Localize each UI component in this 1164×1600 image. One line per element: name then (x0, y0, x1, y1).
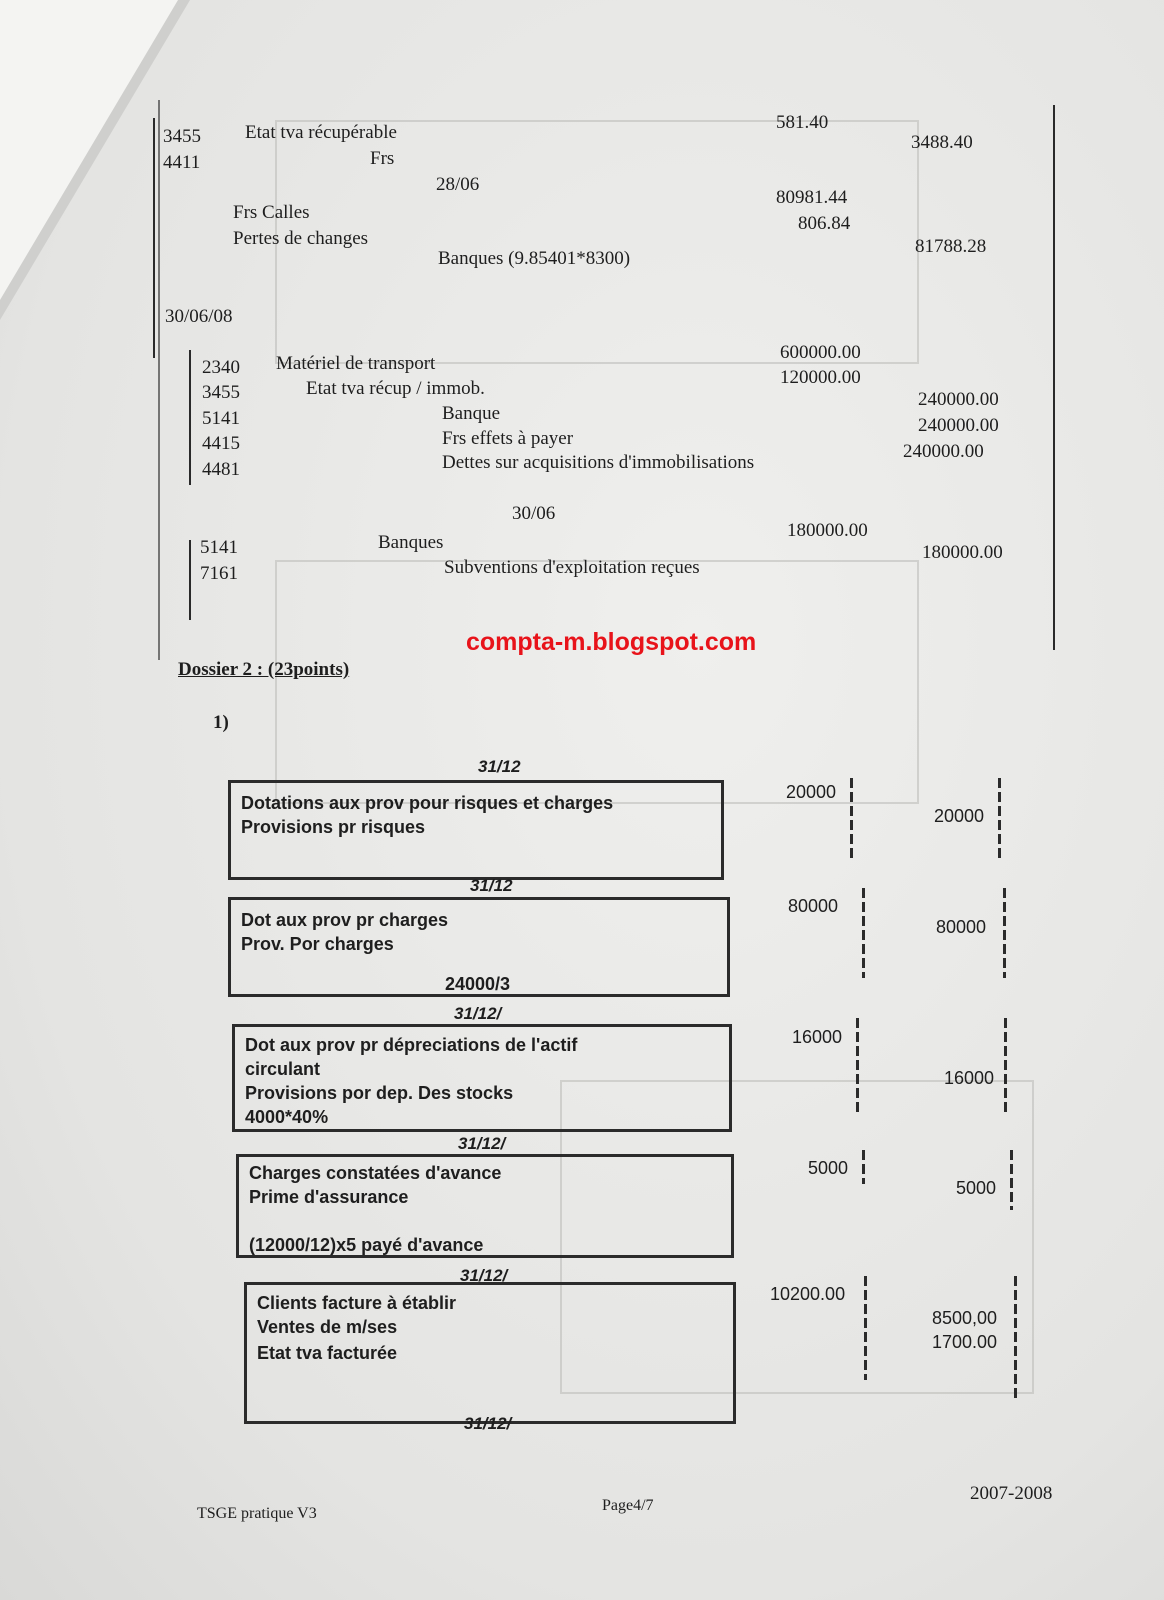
credit-amount: 240000.00 (903, 441, 984, 462)
journal-rule (189, 350, 191, 485)
debit-amount: 600000.00 (780, 342, 861, 363)
account-label: Frs Calles (233, 202, 310, 223)
entry-line: (12000/12)x5 payé d'avance (249, 1235, 484, 1255)
debit-amount: 180000.00 (787, 520, 868, 541)
entry-date: 30/06 (512, 503, 556, 524)
credit-amount: 5000 (956, 1178, 997, 1198)
journal-rule (1053, 105, 1055, 650)
column-rule (850, 778, 853, 858)
entry-line: Dotations aux prov pour risques et charges (241, 793, 614, 813)
debit-amount: 16000 (792, 1027, 843, 1047)
debit-amount: 806.84 (798, 213, 851, 234)
account-number: 3455 (202, 382, 240, 403)
entry-line: Prime d'assurance (249, 1187, 409, 1207)
credit-amount: 20000 (934, 806, 985, 826)
credit-amount: 1700.00 (932, 1332, 998, 1352)
entry-line: Ventes de m/ses (257, 1317, 398, 1337)
bleed-through-box (275, 560, 919, 804)
journal-rule (189, 540, 191, 620)
column-rule (1010, 1150, 1013, 1210)
entry-date: 28/06 (436, 174, 480, 195)
debit-amount: 581.40 (776, 112, 829, 133)
account-label: Etat tva récupérable (245, 122, 397, 143)
dossier-title: Dossier 2 : (23points) (178, 659, 350, 680)
entry-line: Etat tva facturée (257, 1343, 398, 1363)
credit-amount: 240000.00 (918, 389, 999, 410)
entry-date: 31/12/ (458, 1134, 506, 1153)
journal-entry-box (236, 1154, 734, 1258)
account-number: 5141 (202, 408, 240, 429)
debit-amount: 20000 (786, 782, 837, 802)
debit-amount: 5000 (808, 1158, 849, 1178)
credit-amount: 180000.00 (922, 542, 1003, 563)
column-rule (862, 888, 865, 978)
entry-date: 31/12/ (464, 1414, 512, 1433)
journal-entry-box (228, 897, 730, 997)
account-number: 3455 (163, 126, 201, 147)
account-label: Frs effets à payer (442, 428, 574, 449)
column-rule (864, 1276, 867, 1380)
debit-amount: 80000 (788, 896, 839, 916)
account-number: 4411 (163, 152, 201, 173)
entry-line: Clients facture à établir (257, 1293, 457, 1313)
journal-entry-box (232, 1024, 732, 1132)
entry-line: Provisions pr risques (241, 817, 426, 837)
entry-date: 31/12/ (454, 1004, 502, 1023)
account-label: Dettes sur acquisitions d'immobilisations (442, 452, 755, 473)
account-number: 5141 (200, 537, 238, 558)
blog-watermark: compta-m.blogspot.com (466, 628, 757, 656)
credit-amount: 3488.40 (911, 132, 973, 153)
entry-date: 31/12 (478, 757, 521, 776)
entry-line: Provisions por dep. Des stocks (245, 1083, 514, 1103)
column-rule (1014, 1276, 1017, 1402)
entry-date: 31/12 (470, 876, 513, 895)
column-rule (1003, 888, 1006, 978)
credit-amount: 8500,00 (932, 1308, 998, 1328)
debit-amount: 120000.00 (780, 367, 861, 388)
column-rule (856, 1018, 859, 1116)
debit-amount: 10200.00 (770, 1284, 846, 1304)
credit-amount: 16000 (944, 1068, 995, 1088)
account-label: Pertes de changes (233, 228, 369, 249)
account-label: Etat tva récup / immob. (306, 378, 485, 399)
debit-amount: 80981.44 (776, 187, 848, 208)
account-number: 2340 (202, 357, 240, 378)
journal-entry-box (228, 780, 724, 880)
credit-amount: 81788.28 (915, 236, 987, 257)
journal-rule (158, 100, 160, 660)
entry-line: Dot aux prov pr charges (241, 910, 449, 930)
account-label: Banques (378, 532, 444, 553)
entry-line: Dot aux prov pr dépreciations de l'actif (245, 1035, 578, 1055)
credit-amount: 240000.00 (918, 415, 999, 436)
folded-corner-highlight (0, 0, 178, 300)
entry-line: 4000*40% (245, 1107, 329, 1127)
account-label: Frs (370, 148, 395, 169)
entry-date: 31/12/ (460, 1266, 508, 1285)
entry-note: 24000/3 (445, 974, 511, 994)
journal-rule (153, 118, 155, 358)
entry-line: Prov. Por charges (241, 934, 394, 954)
credit-amount: 80000 (936, 917, 987, 937)
account-label: Banques (9.85401*8300) (438, 248, 631, 269)
account-number: 4481 (202, 459, 240, 480)
footer-year: 2007-2008 (970, 1483, 1053, 1504)
account-number: 7161 (200, 563, 238, 584)
column-rule (862, 1150, 865, 1184)
journal-entry-box (244, 1282, 736, 1424)
account-label: Matériel de transport (276, 353, 436, 374)
entry-line: Charges constatées d'avance (249, 1163, 502, 1183)
account-label: Banque (442, 403, 501, 424)
column-rule (998, 778, 1001, 858)
entry-date: 30/06/08 (165, 306, 233, 327)
entry-line: circulant (245, 1059, 321, 1079)
account-label: Subventions d'exploitation reçues (444, 557, 700, 578)
footer-page-number: Page4/7 (602, 1497, 654, 1514)
account-number: 4415 (202, 433, 240, 454)
question-number: 1) (213, 712, 229, 733)
column-rule (1004, 1018, 1007, 1116)
footer-course: TSGE pratique V3 (197, 1505, 317, 1522)
